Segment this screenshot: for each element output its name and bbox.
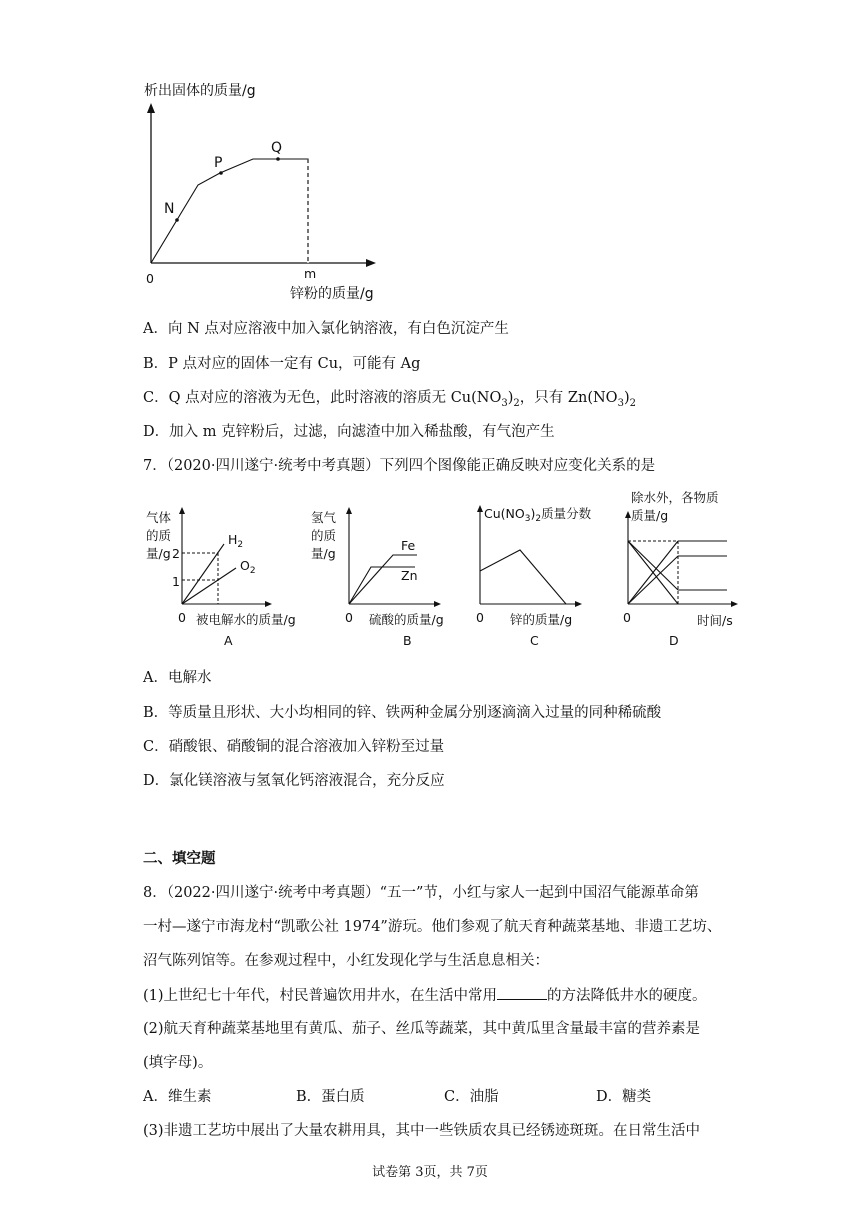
graph-a-origin: 0	[178, 610, 186, 625]
q8-option-b: B．蛋白质	[296, 1089, 365, 1105]
q8-part-1: (1)上世纪七十年代，村民普遍饮用井水，在生活中常用 的方法降低井水的硬度。	[143, 985, 707, 1006]
graph-b-ylabel-3: 量/g	[311, 546, 336, 561]
graph-c-xlabel: 锌的质量/g	[510, 612, 573, 627]
graph-c-caption: C	[530, 633, 539, 648]
graph-a-caption: A	[224, 633, 233, 648]
q7-option-b: B．等质量且形状、大小均相同的锌、铁两种金属分别逐滴滴入过量的同种稀硫酸	[143, 705, 662, 721]
q8-option-d: D．糖类	[596, 1089, 652, 1105]
graph-d-origin: 0	[623, 610, 631, 625]
point-n-label: N	[164, 201, 175, 217]
graph-a-ylabel-2: 的质	[146, 528, 172, 543]
graph-c	[470, 500, 610, 650]
q8-option-c: C．油脂	[444, 1089, 499, 1105]
graph-a	[140, 500, 315, 650]
graph-d	[615, 486, 745, 650]
graph-b-caption: B	[403, 633, 412, 648]
graph-c-ylabel: $Cu(NO_3)_2$质量分数	[484, 506, 592, 524]
graph-a-h2: $H_2$	[228, 532, 244, 550]
q7-option-c: C．硝酸银、硝酸铜的混合溶液加入锌粉至过量	[143, 739, 445, 755]
graph-b-ylabel-1: 氢气	[311, 510, 337, 525]
graph-a-o2: $O_2$	[240, 558, 256, 576]
q8-line-3: 沼气陈列馆等。在参观过程中，小红发现化学与生活息息相关：	[143, 953, 549, 969]
section-heading: 二、填空题	[143, 850, 216, 867]
q8-line-1: 8．（2022·四川遂宁·统考中考真题）“五一”节，小红与家人一起到中国沼气能源革命第	[143, 885, 699, 901]
graph-b-xlabel: 硫酸的质量/g	[369, 612, 444, 627]
q8-option-a: A．维生素	[143, 1089, 212, 1105]
figure-zinc-solid-graph	[130, 75, 410, 310]
point-p-label: P	[214, 155, 223, 171]
graph-b-ylabel-2: 的质	[311, 528, 337, 543]
graph-a-ylabel-1: 气体	[146, 510, 172, 525]
page-footer: 试卷第 3页，共 7页	[372, 1165, 488, 1180]
figure1-m-label: m	[304, 266, 317, 281]
figure1-y-label: 析出固体的质量/g	[144, 83, 256, 99]
q7-stem: 7．（2020·四川遂宁·统考中考真题）下列四个图像能正确反映对应变化关系的是	[143, 458, 656, 474]
q8-part-2-line-2: (填字母)。	[143, 1055, 213, 1071]
graph-b-origin: 0	[345, 610, 353, 625]
q6-option-a: A．向 N 点对应溶液中加入氯化钠溶液，有白色沉淀产生	[143, 321, 509, 337]
q7-option-a: A．电解水	[143, 670, 212, 686]
graph-b	[305, 500, 465, 650]
graph-b-zn: Zn	[401, 568, 418, 583]
q6-option-c: C．Q 点对应的溶液为无色，此时溶液的溶质无 $Cu(NO_3)_2$，只有 $Zn(NO_3)_2$	[143, 390, 636, 409]
graph-a-xlabel: 被电解水的质量/g	[196, 612, 296, 627]
graph-a-tick-1: 1	[172, 574, 180, 589]
graph-d-xlabel: 时间/s	[697, 613, 733, 628]
graph-d-ylabel-2: 质量/g	[631, 508, 669, 523]
q6-option-b: B．P 点对应的固体一定有 Cu，可能有 Ag	[143, 356, 421, 372]
graph-d-caption: D	[669, 633, 679, 648]
graph-a-ylabel-3: 量/g	[146, 546, 171, 561]
q6-option-d: D．加入 m 克锌粉后，过滤，向滤渣中加入稀盐酸，有气泡产生	[143, 424, 555, 440]
q8-part-2-line-1: (2)航天育种蔬菜基地里有黄瓜、茄子、丝瓜等蔬菜，其中黄瓜里含量最丰富的营养素是	[143, 1021, 701, 1037]
graph-a-tick-2: 2	[172, 546, 180, 561]
figure1-x-label: 锌粉的质量/g	[290, 286, 374, 302]
q8-line-2: 一村—遂宁市海龙村“凯歌公社 1974”游玩。他们参观了航天育种蔬菜基地、非遗工艺坊、	[143, 919, 722, 935]
point-q-label: Q	[271, 140, 283, 156]
graph-d-ylabel-1: 除水外，各物质	[631, 490, 719, 505]
q7-option-d: D．氯化镁溶液与氢氧化钙溶液混合，充分反应	[143, 773, 445, 789]
q8-part-3: (3)非遗工艺坊中展出了大量农耕用具，其中一些铁质农具已经锈迹斑斑。在日常生活中	[143, 1123, 701, 1139]
figure1-origin: 0	[146, 271, 154, 286]
graph-b-fe: Fe	[401, 538, 416, 553]
graph-c-origin: 0	[476, 610, 484, 625]
answer-blank[interactable]	[497, 985, 547, 1000]
